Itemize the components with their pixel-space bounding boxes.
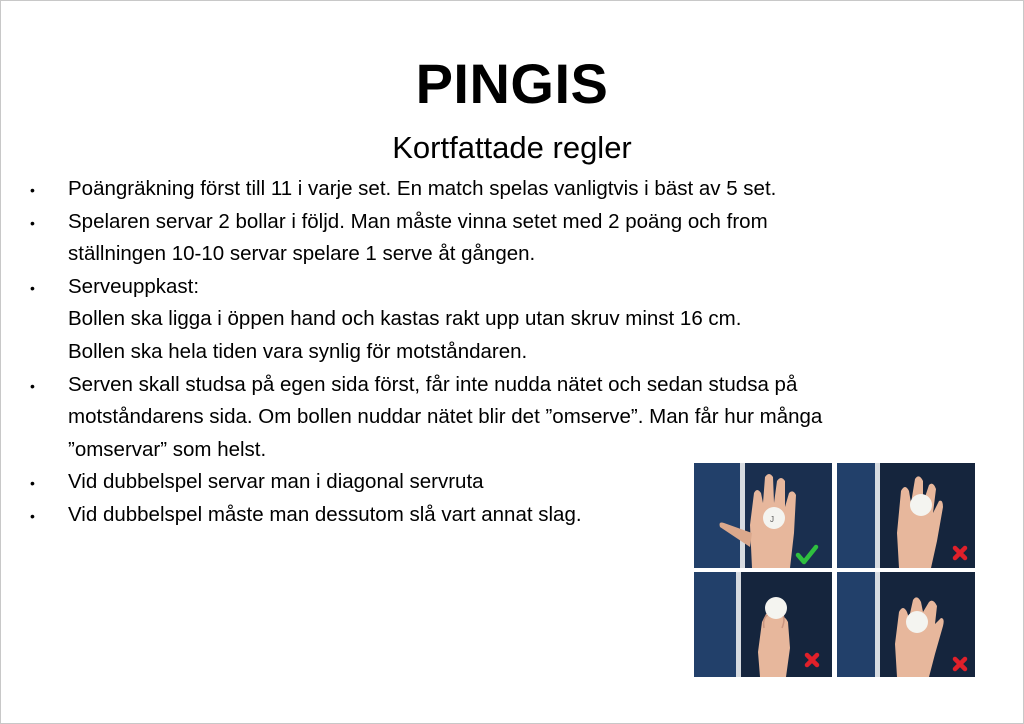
serve-photo-incorrect-1: [837, 463, 975, 568]
rule-line: Vid dubbelspel måste man dessutom slå vart annat slag.: [68, 502, 582, 526]
rule-line: Spelaren servar 2 bollar i följd. Man måste vinna setet med 2 poäng och from: [68, 209, 768, 233]
serve-photo-incorrect-3: [837, 572, 975, 677]
bullet-icon: •: [30, 377, 35, 394]
rule-line: Vid dubbelspel servar man i diagonal servruta: [68, 470, 484, 494]
cupped-palm-photo: [837, 463, 975, 568]
rule-line: Bollen ska ligga i öppen hand och kastas rakt upp utan skruv minst 16 cm.: [68, 307, 742, 331]
rule-item-serve-bounce: [30, 369, 990, 467]
cupped-fingers-photo: [837, 572, 975, 677]
rule-line: Serven skall studsa på egen sida först, får inte nudda nätet och sedan studsa på: [68, 372, 798, 396]
bullet-icon: •: [30, 214, 35, 231]
rule-line: ställningen 10-10 servar spelare 1 serve åt gången.: [68, 242, 536, 266]
bullet-icon: •: [30, 279, 35, 296]
bullet-icon: •: [30, 182, 35, 198]
rule-item-serve-order: [30, 206, 990, 271]
open-palm-photo: [694, 463, 832, 568]
serve-toss-photo-grid: [694, 463, 975, 677]
serve-photo-incorrect-2: [694, 572, 832, 677]
page-subtitle: Kortfattade regler: [392, 130, 632, 165]
rule-line: motståndarens sida. Om bollen nuddar nätet blir det ”omserve”. Man får hur många: [68, 405, 823, 429]
rule-line: ”omservar” som helst.: [68, 437, 267, 461]
bullet-icon: •: [30, 475, 35, 492]
rule-line: Bollen ska hela tiden vara synlig för motståndaren.: [68, 339, 528, 363]
rule-line: Poängräkning först till 11 i varje set. En match spelas vanligtvis i bäst av 5 set.: [68, 177, 777, 200]
svg-text:J: J: [770, 515, 774, 524]
serve-photo-correct: [694, 463, 832, 568]
page-title: PINGIS: [415, 52, 609, 115]
rule-item-scoring: [30, 173, 990, 206]
bullet-icon: •: [30, 507, 35, 524]
rule-item-serve-toss: [30, 271, 990, 369]
rule-line: Serveuppkast:: [68, 274, 200, 298]
fingertips-photo: [694, 572, 832, 677]
